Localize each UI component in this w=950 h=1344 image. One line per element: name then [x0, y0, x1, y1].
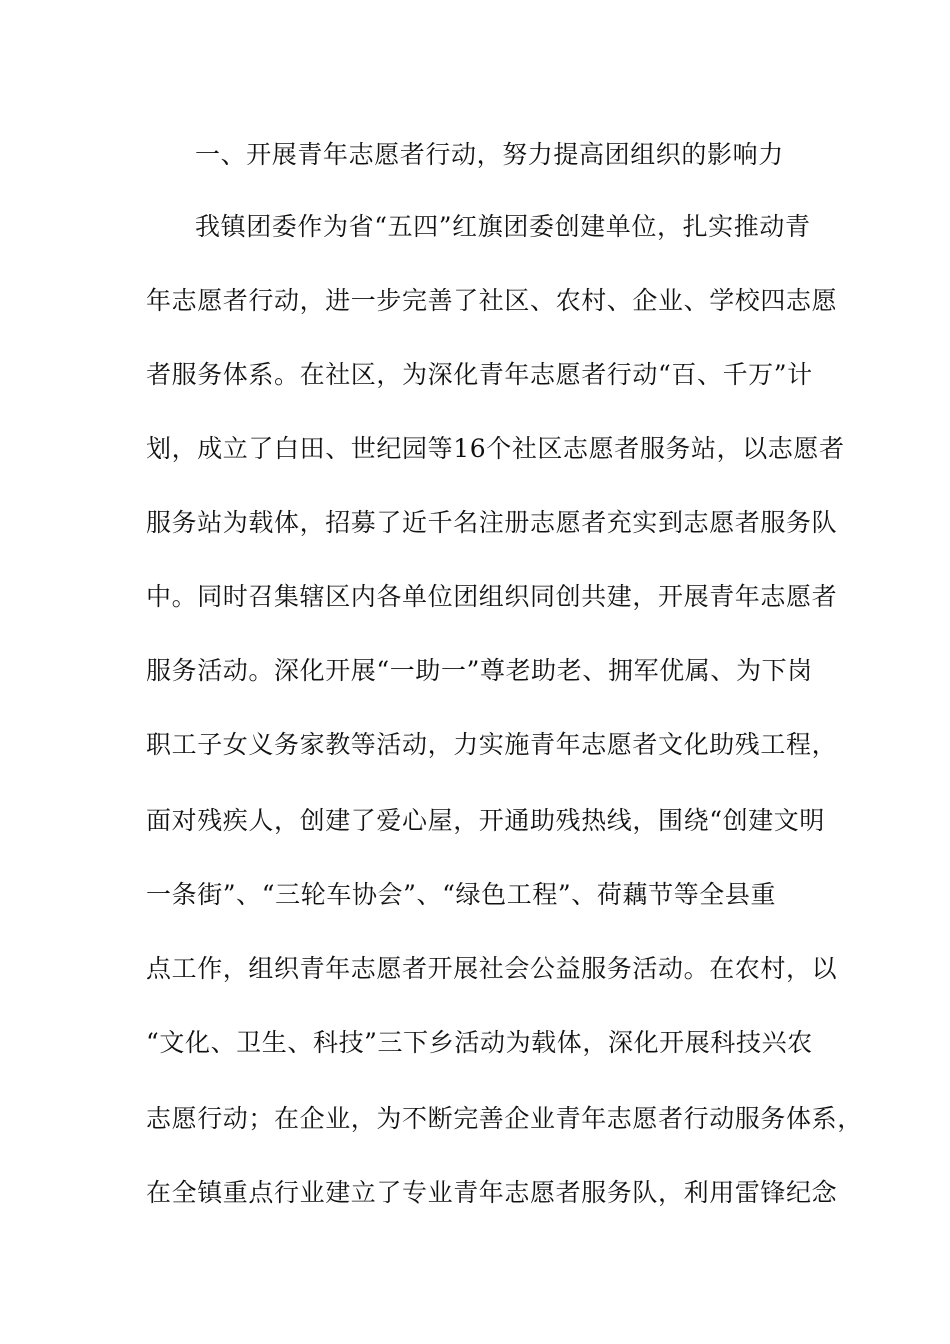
paragraph-line: 一条街”、“三轮车协会”、“绿色工程”、荷藕节等全县重	[146, 880, 777, 909]
paragraph-line: 我镇团委作为省“五四”红旗团委创建单位，扎实推动青	[195, 212, 811, 241]
paragraph-line: “文化、卫生、科技”三下乡活动为载体，深化开展科技兴农	[146, 1028, 813, 1057]
paragraph-line: 志愿行动；在企业，为不断完善企业青年志愿者行动服务体系，	[146, 1104, 863, 1133]
paragraph-line: 职工子女义务家教等活动，力实施青年志愿者文化助残工程，	[146, 730, 838, 759]
paragraph-line: 年志愿者行动，进一步完善了社区、农村、企业、学校四志愿	[146, 286, 838, 315]
paragraph-line: 服务站为载体，招募了近千名注册志愿者充实到志愿者服务队	[146, 508, 838, 537]
paragraph-line: 者服务体系。在社区，为深化青年志愿者行动“百、千万”计	[146, 360, 813, 389]
paragraph-line: 划，成立了白田、世纪园等16个社区志愿者服务站，以志愿者	[146, 434, 845, 463]
paragraph-line: 在全镇重点行业建立了专业青年志愿者服务队，利用雷锋纪念	[146, 1178, 838, 1207]
paragraph-line: 服务活动。深化开展“一助一”尊老助老、拥军优属、为下岗	[146, 656, 813, 685]
paragraph-line: 面对残疾人，创建了爱心屋，开通助残热线，围绕“创建文明	[146, 806, 825, 835]
paragraph-line: 中。同时召集辖区内各单位团组织同创共建，开展青年志愿者	[146, 582, 838, 611]
paragraph-line: 点工作，组织青年志愿者开展社会公益服务活动。在农村，以	[146, 954, 838, 983]
section-heading: 一、开展青年志愿者行动，努力提高团组织的影响力	[195, 140, 784, 169]
